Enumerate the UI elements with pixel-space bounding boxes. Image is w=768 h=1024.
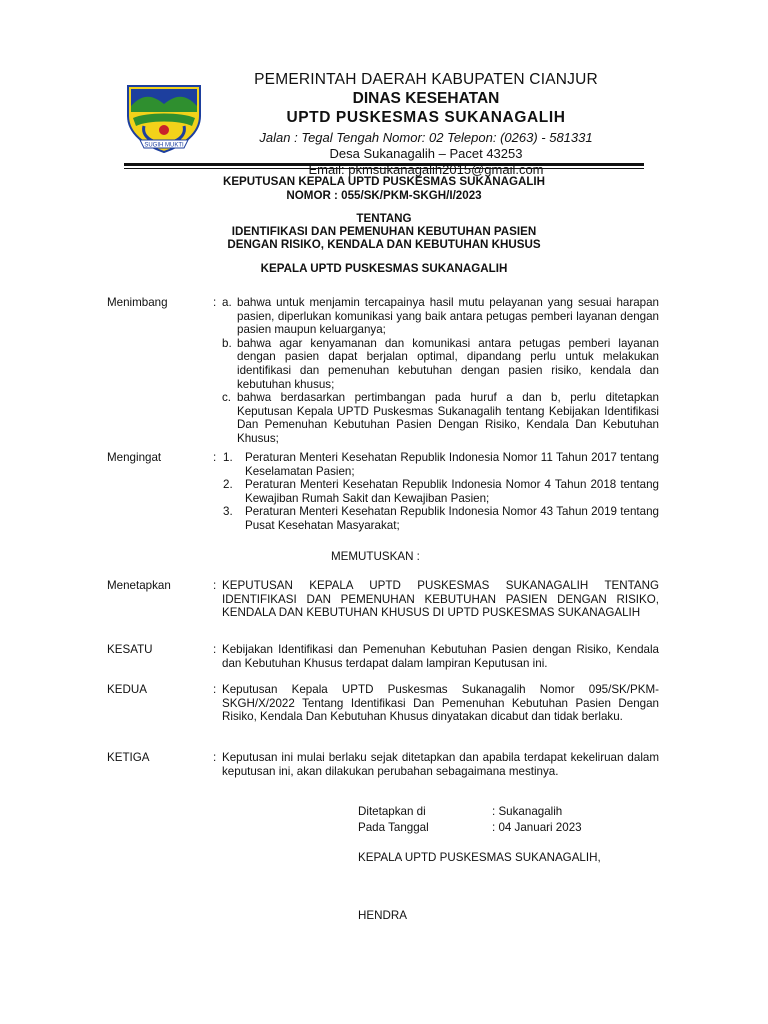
kedua-text: Keputusan Kepala UPTD Puskesmas Sukanagalih Nomor 095/SK/PKM-SKGH/X/2022 Tentang Identifikasi Dan Pemenuhan Kebutuhan Pasien Dengan Risiko, Kendala Dan Kebutuhan Khusus dinyatakan dicabut dan tidak berlaku. [222,683,659,724]
mengingat-item-marker: 2. [223,478,233,492]
about-label: TENTANG [356,212,412,225]
about-line-1: IDENTIFIKASI DAN PEMENUHAN KEBUTUHAN PASIEN [231,225,537,238]
menimbang-list [222,296,659,446]
emblem-center [159,125,169,135]
mengingat-item-text: Peraturan Menteri Kesehatan Republik Indonesia Nomor 43 Tahun 2019 tentang Pusat Kesehatan Masyarakat; [245,505,659,532]
mengingat-colon: : [213,451,217,464]
institution-name: UPTD PUSKESMAS SUKANAGALIH [286,109,566,126]
menimbang-item-marker: a. [222,296,232,309]
department-name: DINAS KESEHATAN [352,90,500,107]
menimbang-item-text: bahwa berdasarkan pertimbangan pada huruf a dan b, perlu ditetapkan Keputusan Kepala UPTD Puskesmas Sukanagalih tentang Kebijakan Identifikasi Dan Pemenuhan Kebutuhan Pasien Dengan Risiko, Kendala Dan Kebutuhan Khusus; [237,391,659,445]
letterhead-rule-thin [124,168,644,169]
menimbang-item-marker: b. [222,336,232,350]
date-value: : 04 Januari 2023 [492,821,582,834]
email-line: Email: pkmsukanagalih2015@gmail.com [308,162,544,177]
kesatu-text: Kebijakan Identifikasi dan Pemenuhan Kebutuhan Pasien dengan Risiko, Kendala dan Kebutuhan Khusus terdapat dalam lampiran Keputusan ini. [222,643,659,670]
signatory-name: HENDRA [358,909,407,922]
menimbang-item [222,336,659,391]
mengingat-list [223,451,659,533]
menimbang-item [222,296,659,337]
kesatu-colon: : [213,643,217,656]
mengingat-item-marker: 1. [223,451,233,464]
ketiga-label: KETIGA [107,751,150,764]
kedua-colon: : [213,683,217,696]
menimbang-item-text: bahwa agar kenyamanan dan komunikasi antara petugas pemberi layanan dengan pasien dapat berjalan optimal, dipandang perlu untuk melakukan identifikasi dan pemenuhan kebutuhan dengan pasien risiko, kendala dan kebutuhan khusus; [237,336,659,391]
emblem-motto: SUGIH MUKTI [144,142,184,149]
mengingat-item-text: Peraturan Menteri Kesehatan Republik Indonesia Nomor 4 Tahun 2018 tentang Kewajiban Rumah Sakit dan Kewajiban Pasien; [245,478,659,505]
place-value: : Sukanagalih [492,805,563,818]
menetapkan-label: Menetapkan [107,579,171,592]
kedua-label: KEDUA [107,683,147,696]
ketiga-colon: : [213,751,217,764]
mengingat-item [223,451,659,478]
mengingat-label: Mengingat [107,451,162,464]
place-label: Ditetapkan di [358,805,426,818]
mengingat-item-marker: 3. [223,505,233,519]
menetapkan-colon: : [213,579,217,592]
letterhead-rule-thick [124,163,644,166]
menimbang-label: Menimbang [107,296,168,309]
menimbang-item-marker: c. [222,391,232,405]
decree-title: KEPUTUSAN KEPALA UPTD PUSKESMAS SUKANAGALIH [222,175,546,188]
decree-number: NOMOR : 055/SK/PKM-SKGH/I/2023 [286,189,482,202]
mengingat-item-text: Peraturan Menteri Kesehatan Republik Indonesia Nomor 11 Tahun 2017 tentang Keselamatan Pasien; [245,451,659,478]
mengingat-item [223,478,659,505]
address-line: Jalan : Tegal Tengah Nomor: 02 Telepon: (0263) - 581331 [259,130,593,145]
ketiga-text: Keputusan ini mulai berlaku sejak ditetapkan dan apabila terdapat kekeliruan dalam keputusan ini, akan dilakukan perubahan sebagaimana mestinya. [222,751,659,778]
menimbang-item [222,391,659,445]
about-line-2: DENGAN RISIKO, KENDALA DAN KEBUTUHAN KHUSUS [227,238,541,251]
issuer-title: KEPALA UPTD PUSKESMAS SUKANAGALIH [260,262,508,275]
kesatu-label: KESATU [107,643,153,656]
memutuskan-heading: MEMUTUSKAN : [331,550,420,563]
menimbang-item-text: bahwa untuk menjamin tercapainya hasil mutu pelayanan yang sesuai harapan pasien, diperlukan komunikasi yang baik antara petugas pemberi layanan dengan pasien maupun keluarganya; [237,296,659,337]
date-label: Pada Tanggal [358,821,429,834]
letterhead [216,70,636,178]
signatory-title: KEPALA UPTD PUSKESMAS SUKANAGALIH, [358,851,601,864]
village-line: Desa Sukanagalih – Pacet 43253 [329,146,523,161]
mengingat-item [223,505,659,532]
menetapkan-text: KEPUTUSAN KEPALA UPTD PUSKESMAS SUKANAGALIH TENTANG IDENTIFIKASI DAN PEMENUHAN KEBUTUHAN PASIEN DENGAN RISIKO, KENDALA DAN KEBUTUHAN KHUSUS DI UPTD PUSKESMAS SUKANAGALIH [222,579,659,620]
government-name: PEMERINTAH DAERAH KABUPATEN CIANJUR [254,71,598,88]
menimbang-colon: : [213,296,217,309]
cianjur-regency-emblem [124,82,204,154]
